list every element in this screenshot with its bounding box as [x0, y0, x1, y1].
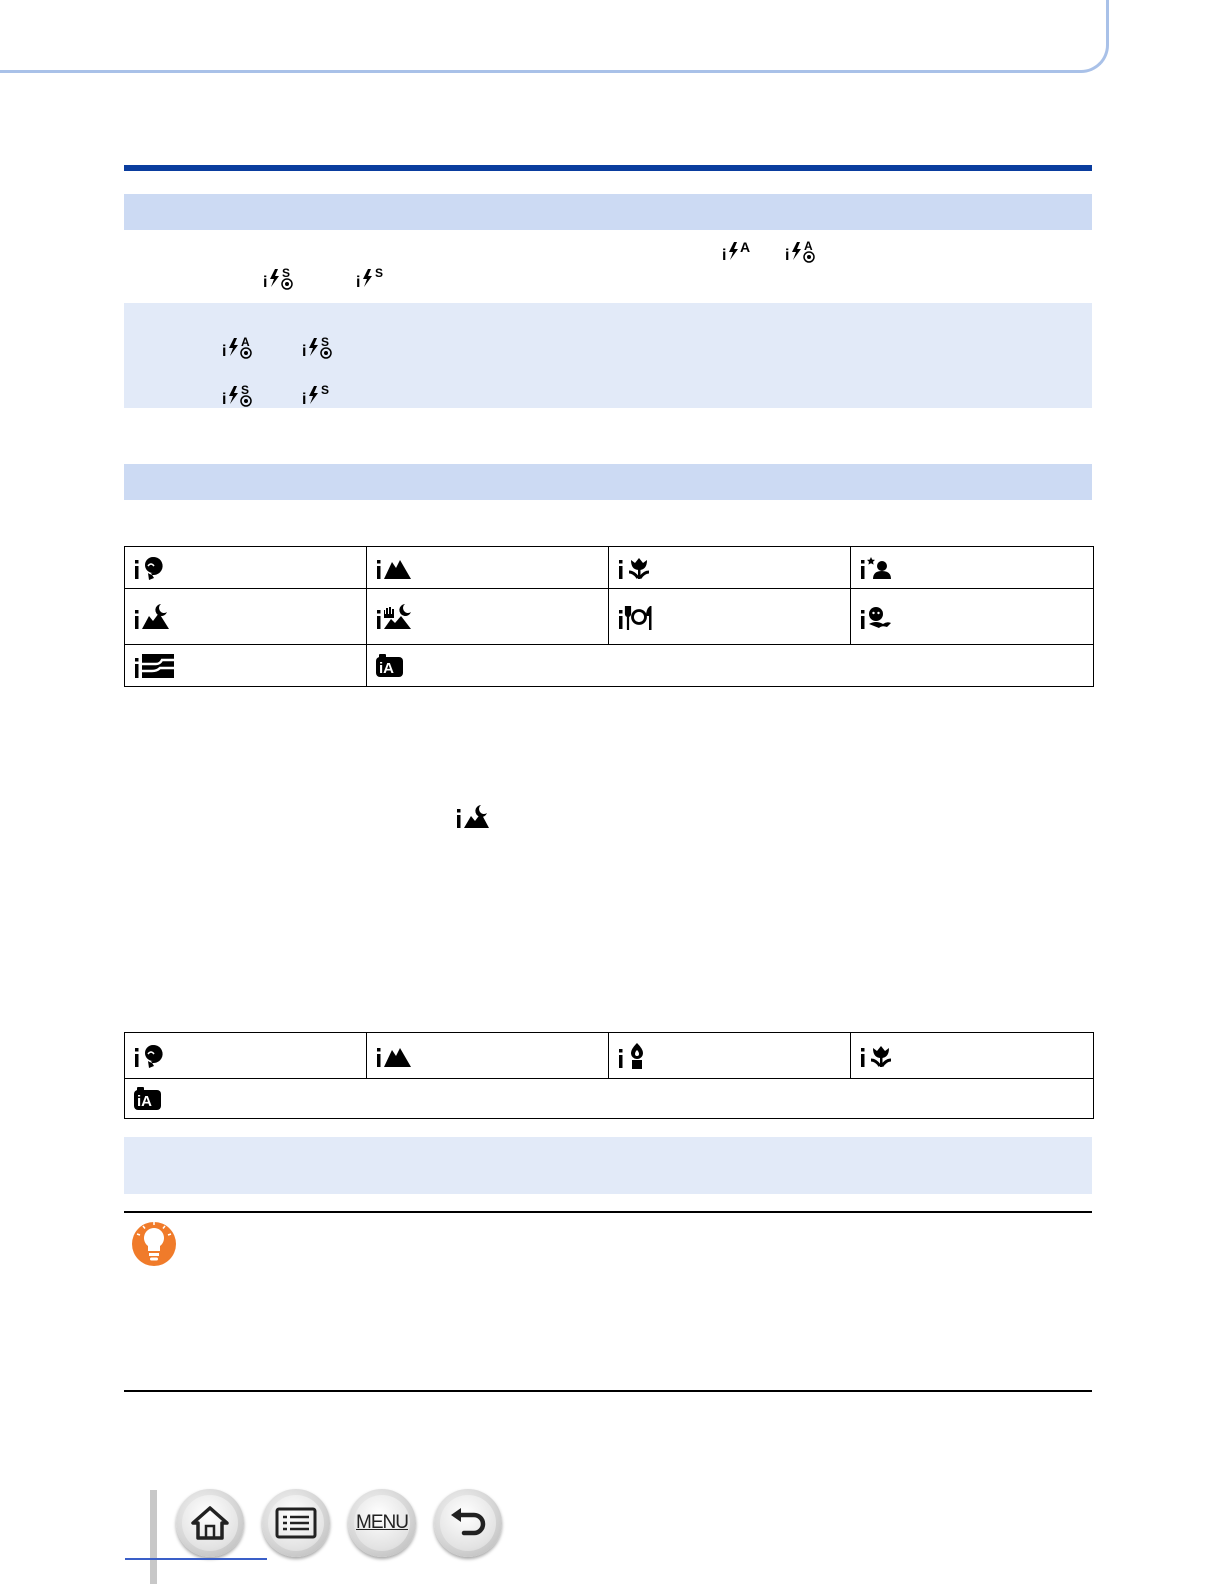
flash-slow-icon: [356, 265, 390, 289]
section-title-rule: [124, 165, 1092, 171]
table-cell: [125, 1033, 367, 1079]
contents-button[interactable]: [262, 1489, 330, 1557]
svg-text:A: A: [804, 239, 813, 253]
tip-divider-bottom: [124, 1390, 1092, 1392]
table-cell: [125, 645, 367, 687]
ia-label: iA: [137, 1092, 152, 1110]
svg-text:i: i: [302, 391, 307, 406]
home-icon: [190, 1505, 230, 1541]
scenery-scene-icon: [375, 554, 608, 582]
nav-sidebar-line: [150, 1490, 157, 1584]
intelligent-auto-icon: [375, 653, 1093, 679]
svg-text:S: S: [375, 266, 384, 280]
table-cell: [367, 1033, 609, 1079]
flash-slow-icon: [302, 382, 336, 406]
table-cell: [125, 1079, 1094, 1119]
table-cell: [367, 589, 609, 645]
list-icon: [275, 1507, 317, 1539]
table-cell: [851, 589, 1094, 645]
tip-divider-top: [124, 1211, 1092, 1213]
svg-text:S: S: [321, 335, 330, 349]
scene-detection-table-video: [124, 1032, 1094, 1119]
flash-auto-redeye-icon: [785, 238, 821, 264]
night-scenery-inline-icon: [455, 804, 491, 830]
svg-text:i: i: [222, 343, 227, 360]
svg-text:i: i: [263, 274, 268, 291]
section-band-scene: [124, 464, 1092, 500]
flash-note-box: [124, 303, 1092, 408]
macro-scene-icon: [617, 554, 850, 582]
low-light-scene-icon: [617, 1041, 850, 1071]
svg-text:S: S: [321, 383, 330, 397]
table-cell: [609, 589, 851, 645]
table-cell: [125, 589, 367, 645]
svg-text:S: S: [241, 383, 250, 397]
table-cell: [367, 645, 1094, 687]
macro-scene-icon: [859, 1042, 1093, 1070]
flash-slow-redeye-icon: [222, 382, 258, 408]
svg-text:i: i: [222, 391, 227, 408]
svg-text:S: S: [282, 266, 291, 280]
footer-link-underline: [125, 1558, 267, 1560]
svg-text:i: i: [785, 247, 790, 264]
table-cell: [851, 547, 1094, 589]
back-button[interactable]: [434, 1489, 502, 1557]
scene-detection-table-photo: [124, 546, 1094, 687]
ia-label: iA: [379, 659, 394, 677]
table-cell: [609, 1033, 851, 1079]
back-arrow-icon: [448, 1507, 488, 1539]
table-cell: [125, 547, 367, 589]
svg-text:A: A: [740, 239, 751, 255]
menu-label: MENU: [356, 1512, 408, 1533]
section-band-flash: [124, 194, 1092, 230]
page-header-frame: [0, 0, 1109, 73]
handheld-night-shot-scene-icon: [375, 602, 608, 632]
flash-auto-redeye-icon: [222, 334, 258, 360]
scene-note-box: [124, 1137, 1092, 1194]
table-cell: [367, 547, 609, 589]
night-scenery-scene-icon: [133, 602, 366, 632]
intelligent-auto-icon: [133, 1086, 1093, 1112]
flash-slow-redeye-icon: [302, 334, 338, 360]
portrait-scene-icon: [133, 1042, 366, 1070]
scenery-scene-icon: [375, 1042, 608, 1070]
svg-text:A: A: [241, 335, 250, 349]
flash-auto-icon: [722, 238, 756, 262]
svg-text:i: i: [356, 274, 361, 289]
portrait-scene-icon: [133, 554, 366, 582]
svg-text:i: i: [722, 247, 727, 262]
night-portrait-scene-icon: [859, 554, 1093, 582]
home-button[interactable]: [176, 1489, 244, 1557]
table-cell: [851, 1033, 1094, 1079]
table-cell: [609, 547, 851, 589]
baby-scene-icon: [859, 602, 1093, 632]
food-scene-icon: [617, 602, 850, 632]
sunset-scene-icon: [133, 651, 366, 681]
menu-button[interactable]: [348, 1489, 416, 1557]
svg-text:i: i: [302, 343, 307, 360]
tip-lightbulb-icon: [131, 1220, 177, 1273]
flash-slow-redeye-icon: [263, 265, 299, 291]
